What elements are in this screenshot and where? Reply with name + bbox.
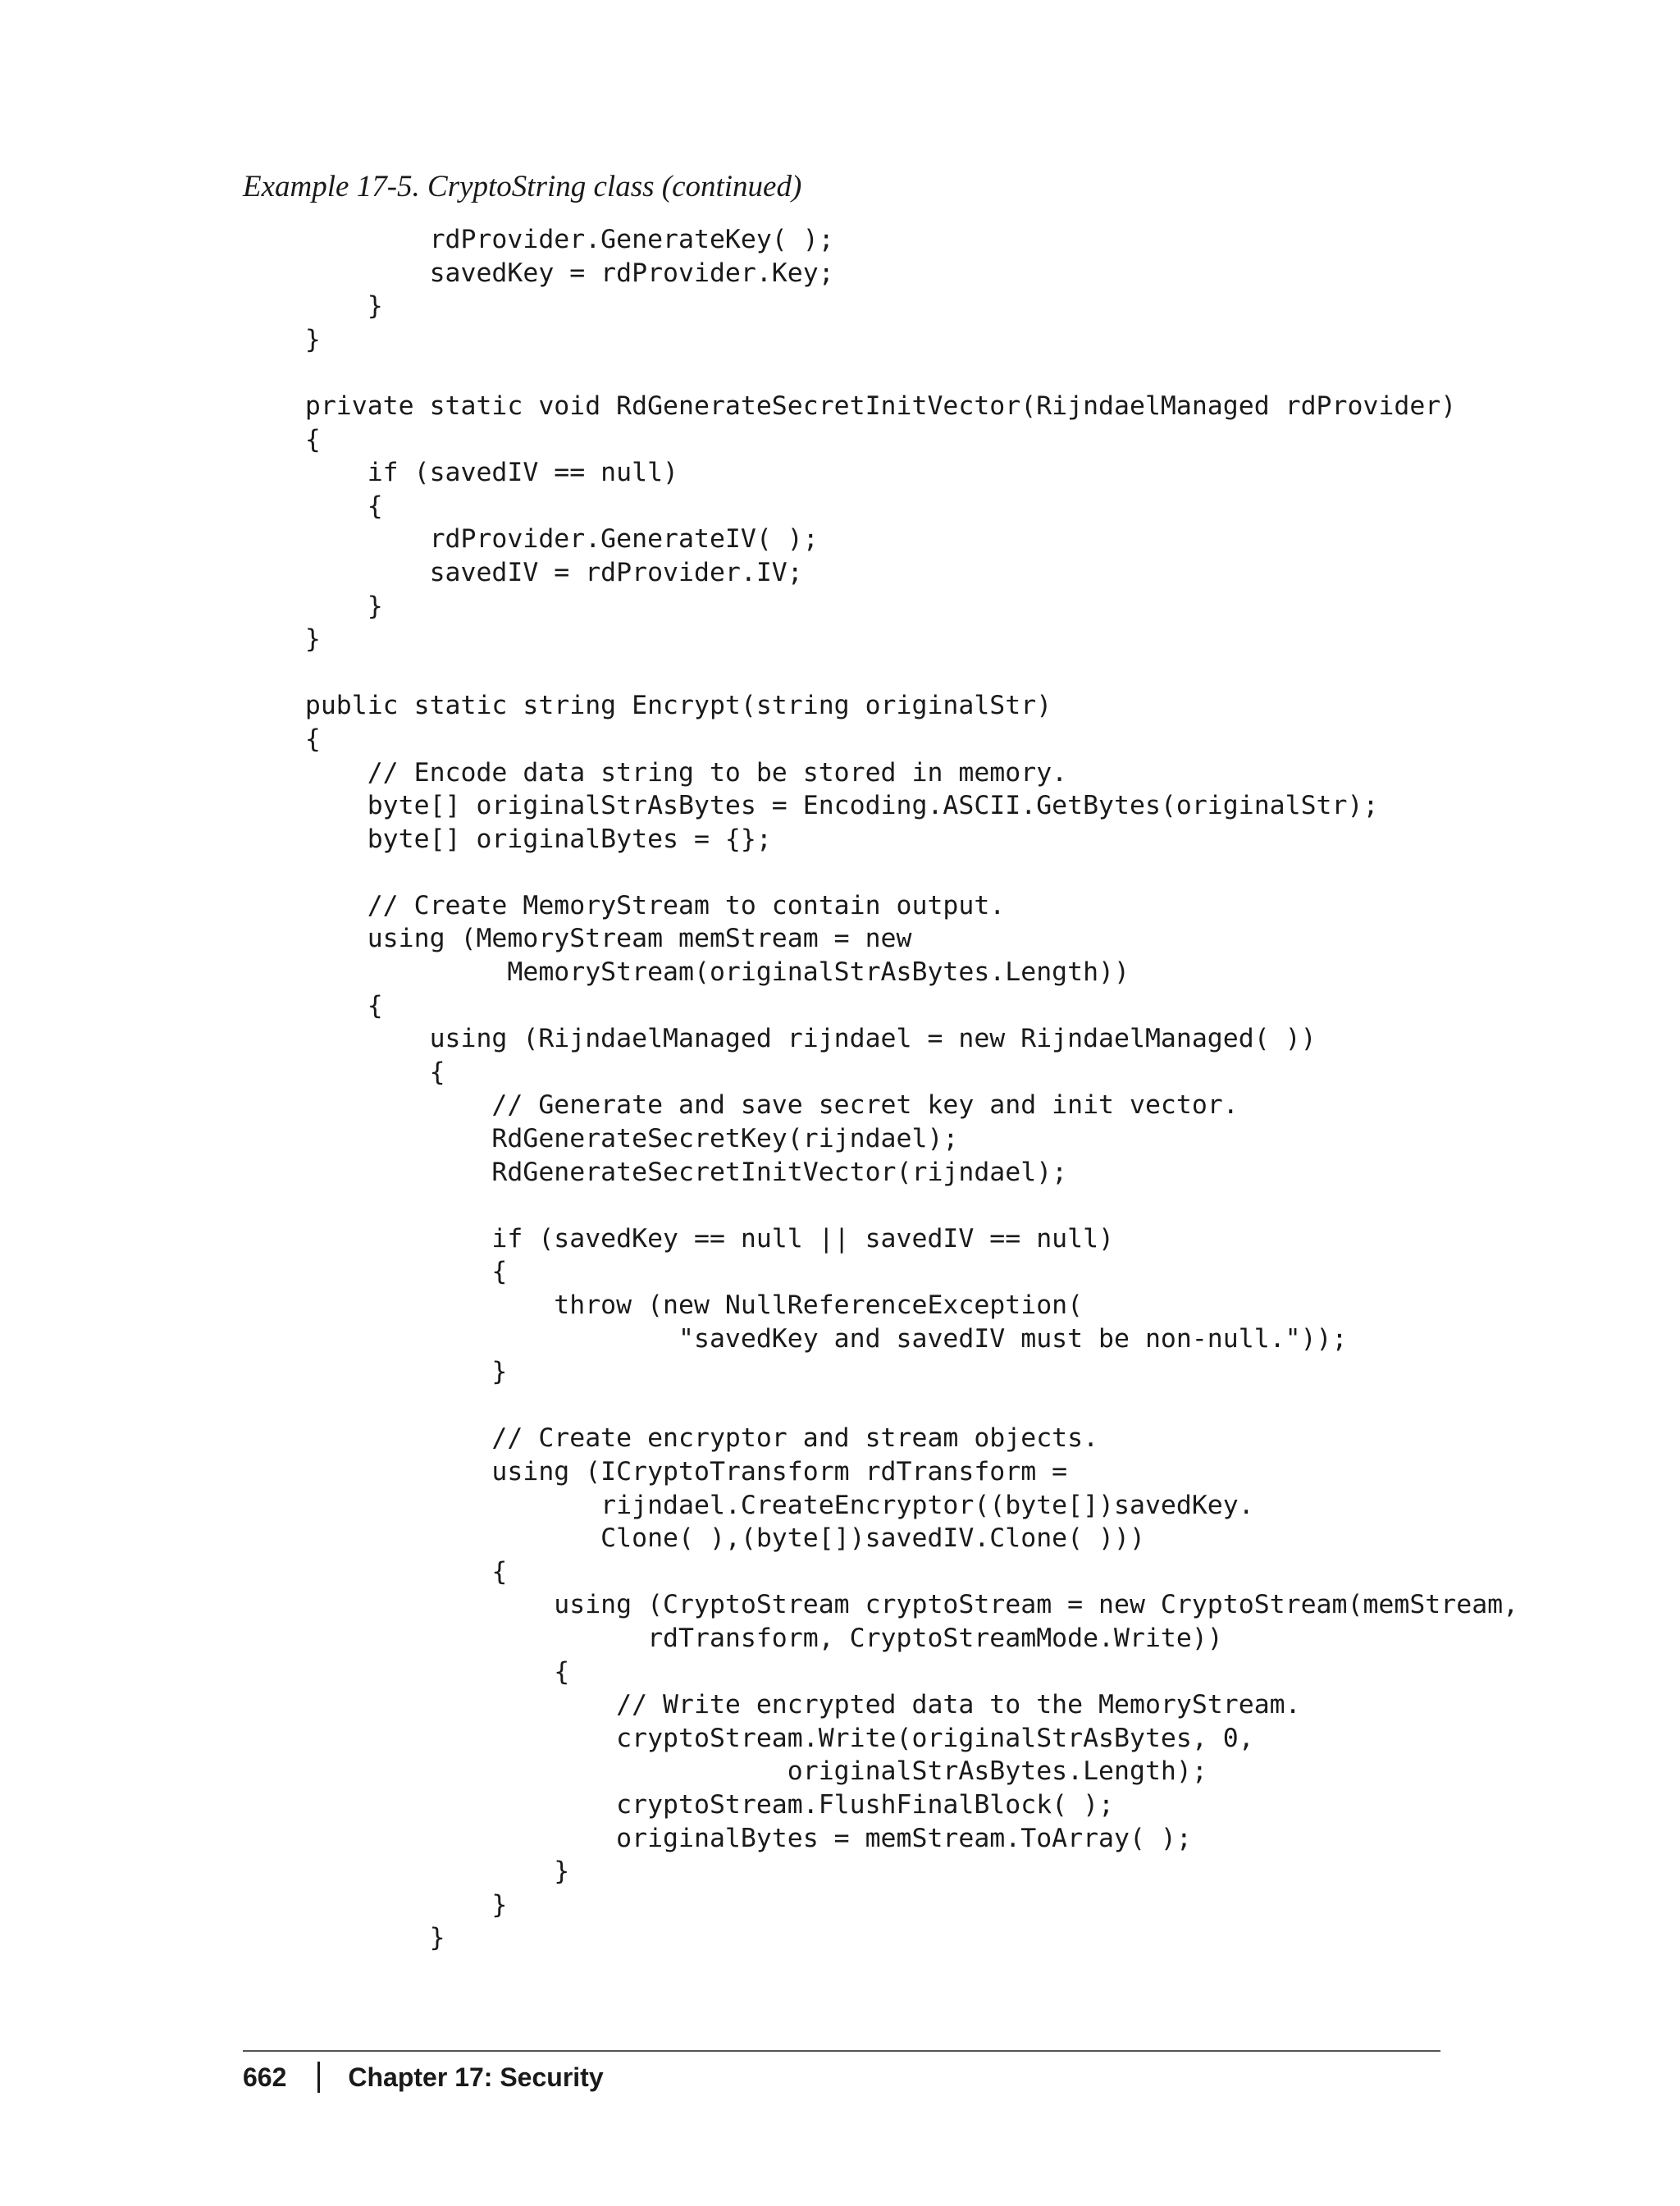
code-line: rijndael.CreateEncryptor((byte[])savedKey. <box>243 1490 1254 1520</box>
code-line: { <box>243 1057 445 1087</box>
code-line: public static string Encrypt(string originalStr) <box>243 691 1052 721</box>
code-line: "savedKey and savedIV must be non-null.")); <box>243 1323 1348 1354</box>
code-line: if (savedKey == null || savedIV == null) <box>243 1223 1115 1254</box>
code-line: originalBytes = memStream.ToArray( ); <box>243 1823 1192 1853</box>
code-line: rdProvider.GenerateIV( ); <box>243 524 819 555</box>
page-footer <box>243 2053 604 2102</box>
code-line: MemoryStream(originalStrAsBytes.Length)) <box>243 957 1130 988</box>
code-line: // Encode data string to be stored in memory. <box>243 757 1068 788</box>
code-line <box>243 656 1518 690</box>
code-line: } <box>243 1857 570 1887</box>
code-line <box>243 1189 1518 1222</box>
code-line: Clone( ),(byte[])savedIV.Clone( ))) <box>243 1523 1145 1554</box>
code-line: } <box>243 324 321 354</box>
code-line: using (CryptoStream cryptoStream = new CryptoStream(memStream, <box>243 1590 1519 1620</box>
code-line: rdProvider.GenerateKey( ); <box>243 225 834 254</box>
code-line: { <box>243 1257 508 1287</box>
footer-rule <box>243 2050 1440 2052</box>
code-line: byte[] originalStrAsBytes = Encoding.ASCII.GetBytes(originalStr); <box>243 791 1379 821</box>
code-line: if (savedIV == null) <box>243 458 679 488</box>
code-line: RdGenerateSecretInitVector(rijndael); <box>243 1157 1068 1187</box>
code-line: } <box>243 624 321 655</box>
code-line: } <box>243 291 383 322</box>
code-line: { <box>243 491 383 521</box>
code-line: cryptoStream.FlushFinalBlock( ); <box>243 1789 1115 1820</box>
code-line: // Create MemoryStream to contain output. <box>243 890 1006 920</box>
code-line: { <box>243 1556 508 1587</box>
chapter-title: Chapter 17: Security <box>348 2062 604 2092</box>
code-line: originalStrAsBytes.Length); <box>243 1756 1208 1787</box>
code-line: throw (new NullReferenceException( <box>243 1290 1084 1320</box>
footer-separator <box>317 2062 320 2093</box>
code-line: private static void RdGenerateSecretInitVector(RijndaelManaged rdProvider) <box>243 391 1457 421</box>
code-line: } <box>243 1923 445 1953</box>
code-line <box>243 856 1518 889</box>
code-listing <box>243 223 1518 1955</box>
code-line: rdTransform, CryptoStreamMode.Write)) <box>243 1623 1223 1653</box>
code-line: savedIV = rdProvider.IV; <box>243 557 803 587</box>
code-line: cryptoStream.Write(originalStrAsBytes, 0, <box>243 1723 1254 1753</box>
code-line: byte[] originalBytes = {}; <box>243 824 772 854</box>
code-line <box>243 1389 1518 1423</box>
code-line: { <box>243 724 321 754</box>
code-line: savedKey = rdProvider.Key; <box>243 258 834 288</box>
code-line: // Create encryptor and stream objects. <box>243 1423 1099 1454</box>
page-number: 662 <box>243 2062 287 2092</box>
code-line: // Generate and save secret key and init vector. <box>243 1090 1239 1121</box>
code-line: using (MemoryStream memStream = new <box>243 924 912 954</box>
code-line: } <box>243 1357 508 1387</box>
code-line: using (RijndaelManaged rijndael = new RijndaelManaged( )) <box>243 1024 1317 1054</box>
code-line: { <box>243 1656 570 1687</box>
code-line: } <box>243 1889 508 1920</box>
code-line: { <box>243 990 383 1021</box>
code-line <box>243 356 1518 390</box>
code-line: { <box>243 424 321 454</box>
code-line: RdGenerateSecretKey(rijndael); <box>243 1124 959 1154</box>
code-line: } <box>243 591 383 621</box>
code-line: using (ICryptoTransform rdTransform = <box>243 1456 1068 1487</box>
example-caption: Example 17-5. CryptoString class (continued) <box>243 170 802 203</box>
code-line: // Write encrypted data to the MemoryStream. <box>243 1690 1301 1720</box>
